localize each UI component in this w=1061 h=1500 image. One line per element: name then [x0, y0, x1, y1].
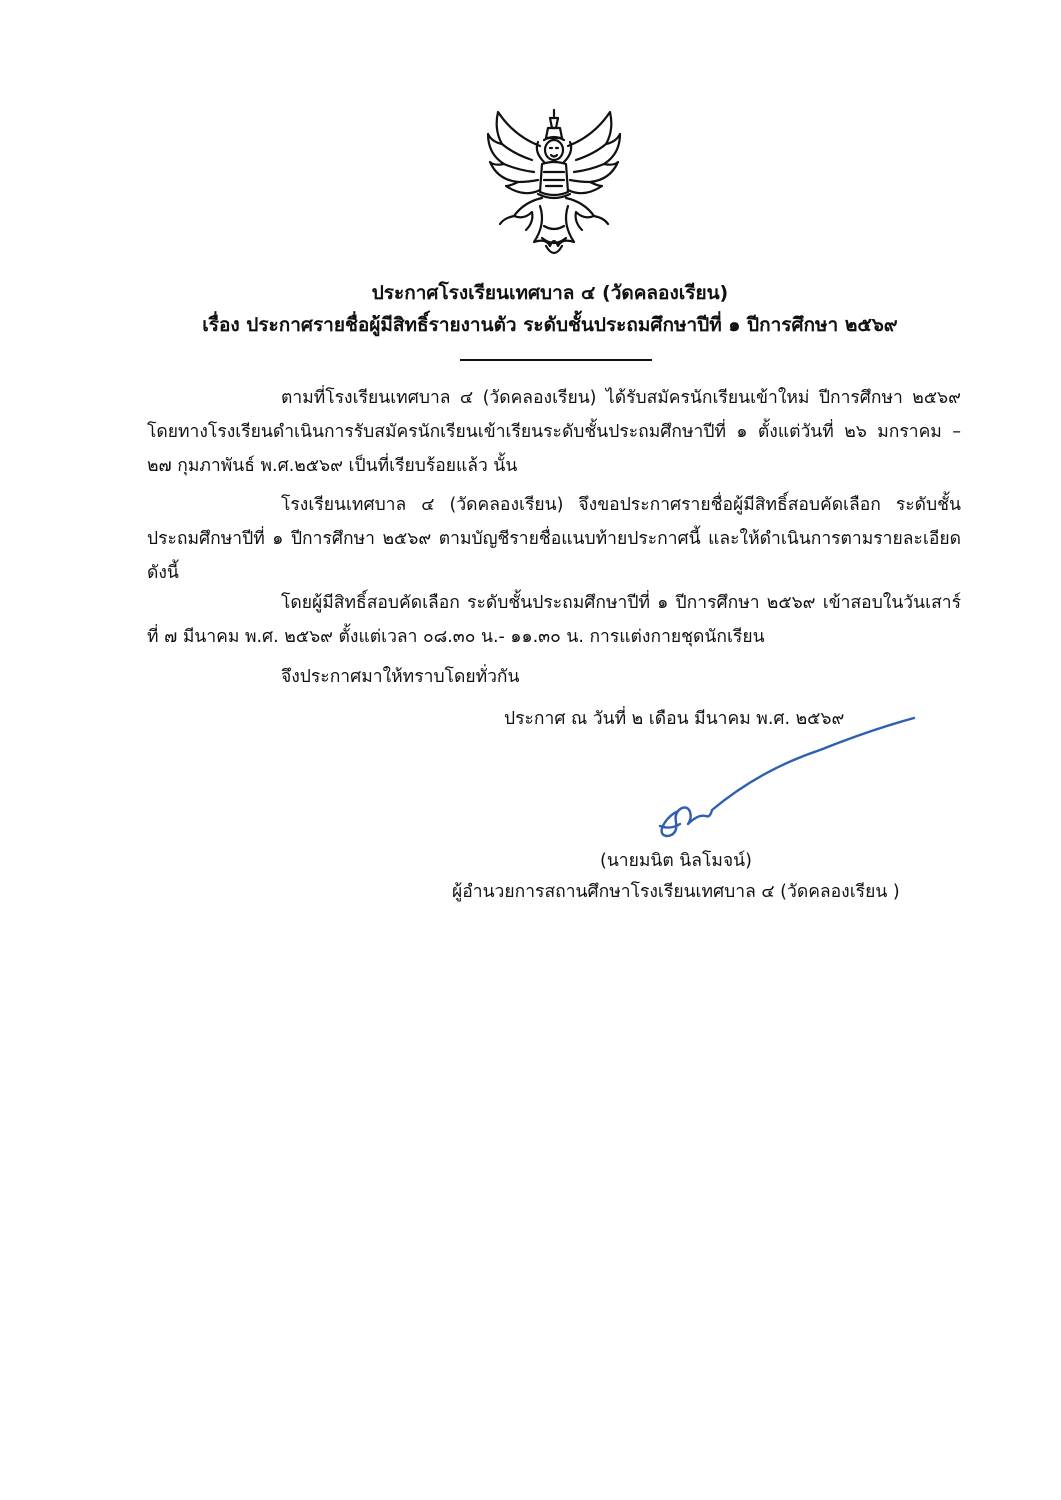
closing-statement: จึงประกาศมาให้ทราบโดยทั่วกัน [281, 667, 520, 687]
announcement-date: ประกาศ ณ วันที่ ๒ เดือน มีนาคม พ.ศ. ๒๕๖๙ [504, 709, 845, 729]
body-paragraph-2 [147, 488, 961, 590]
body-paragraph-1-text: ตามที่โรงเรียนเทศบาล ๔ (วัดคลองเรียน) ได้รับสมัครนักเรียนเข้าใหม่ ปีการศึกษา ๒๕๖๙ โดยทางโรงเรียนดำเนินการรับสมัครนักเรียนเข้าเรียนระดับชั้นประถมศึกษาปีที่ ๑ ตั้งแต่วันที่ ๒๖ มกราคม – ๒๗ กุมภาพันธ์ พ.ศ.๒๕๖๙ เป็นที่เรียบร้อยแล้ว นั้น [147, 388, 961, 476]
signer-position: ผู้อำนวยการสถานศึกษาโรงเรียนเทศบาล ๔ (วัดคลองเรียน ) [452, 882, 900, 902]
garuda-emblem-icon [484, 106, 624, 262]
body-paragraph-3-text: โดยผู้มีสิทธิ์สอบคัดเลือก ระดับชั้นประถมศึกษาปีที่ ๑ ปีการศึกษา ๒๕๖๙ เข้าสอบในวันเสาร์ที่ ๗ มีนาคม พ.ศ. ๒๕๖๙ ตั้งแต่เวลา ๐๘.๓๐ น.- ๑๑.๓๐ น. การแต่งกายชุดนักเรียน [147, 593, 961, 647]
body-paragraph-1 [147, 381, 961, 483]
body-paragraph-2-text: โรงเรียนเทศบาล ๔ (วัดคลองเรียน) จึงขอประกาศรายชื่อผู้มีสิทธิ์สอบคัดเลือก ระดับชั้นประถมศึกษาปีที่ ๑ ปีการศึกษา ๒๕๖๙ ตามบัญชีรายชื่อแนบท้ายประกาศนี้ และให้ดำเนินการตามรายละเอียด ดังนี้ [147, 495, 961, 583]
announcement-title: ประกาศโรงเรียนเทศบาล ๔ (วัดคลองเรียน) [371, 282, 729, 304]
body-paragraph-3 [147, 586, 961, 654]
announcement-subject: เรื่อง ประกาศรายชื่อผู้มีสิทธิ์รายงานตัว ระดับชั้นประถมศึกษาปีที่ ๑ ปีการศึกษา ๒๕๖๙ [202, 314, 898, 336]
handwritten-signature [640, 700, 930, 850]
title-divider [460, 359, 652, 361]
signer-name: (นายมนิต นิลโมจน์) [600, 851, 752, 871]
